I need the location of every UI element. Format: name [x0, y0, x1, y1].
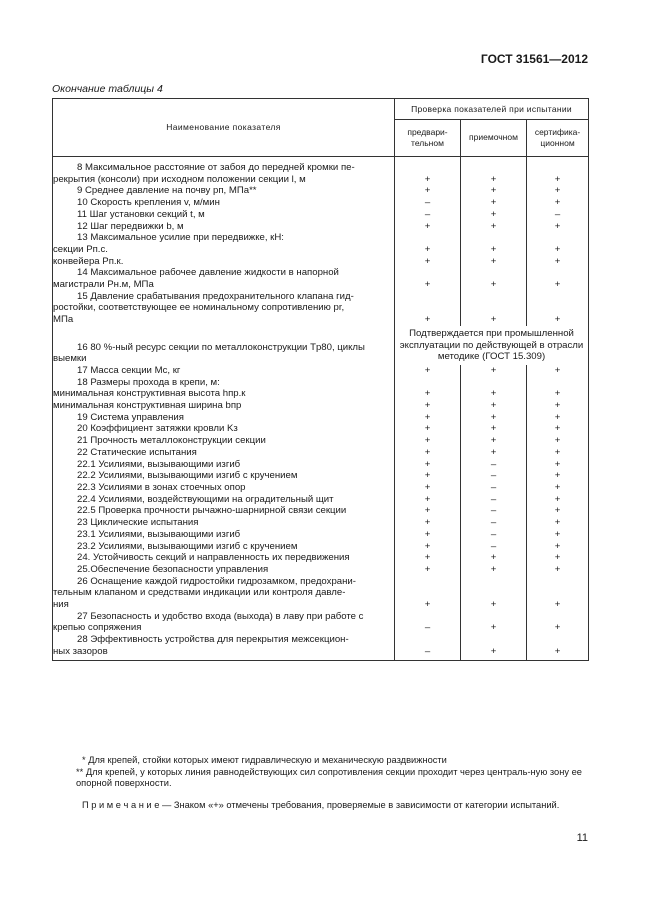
indicator-name — [53, 232, 395, 244]
indicator-name-line: 24. Устойчивость секций и направленность их передвижения — [77, 552, 350, 564]
indicator-name-line: ростойки, соответствующее ее номинальному сопротивлению pr, — [53, 302, 345, 314]
indicator-name-line: магистрали Pн.м, МПа — [53, 279, 154, 291]
table-row — [53, 459, 589, 471]
table-row — [53, 529, 589, 541]
mark-preliminary: + — [395, 482, 461, 494]
indicator-name-line: 26 Оснащение каждой гидростойки гидрозамком, предохрани- — [77, 575, 356, 587]
mark-acceptance: + — [461, 447, 527, 459]
mark-acceptance: + — [461, 256, 527, 268]
table-note: П р и м е ч а н и е — Знаком «+» отмечены требования, проверяемые в зависимости от категории испытаний. — [82, 799, 560, 810]
table-row — [53, 634, 589, 660]
table-row — [53, 576, 589, 611]
mark-acceptance: + — [461, 197, 527, 209]
mark-preliminary: – — [395, 634, 461, 660]
mark-acceptance — [461, 377, 527, 389]
mark-preliminary: + — [395, 291, 461, 326]
table-row — [53, 256, 589, 268]
indicator-name-line: 18 Размеры прохода в крепи, м: — [77, 376, 220, 388]
table-row — [53, 470, 589, 482]
mark-certification: + — [527, 185, 589, 197]
table-row — [53, 505, 589, 517]
mark-acceptance: – — [461, 470, 527, 482]
indicator-name — [53, 505, 395, 517]
col-header-acceptance: приемочном — [461, 120, 527, 157]
indicator-name-line: 19 Система управления — [77, 411, 184, 423]
indicator-name — [53, 564, 395, 576]
table-row — [53, 447, 589, 459]
mark-certification: + — [527, 244, 589, 256]
mark-certification: + — [527, 423, 589, 435]
mark-acceptance: – — [461, 505, 527, 517]
table-header — [53, 99, 589, 157]
mark-certification: + — [527, 634, 589, 660]
mark-acceptance: – — [461, 494, 527, 506]
indicator-name — [53, 529, 395, 541]
indicator-name-line: 22.3 Усилиями в зонах стоечных опор — [77, 481, 246, 493]
table-row — [53, 400, 589, 412]
mark-certification: + — [527, 611, 589, 634]
mark-acceptance: – — [461, 529, 527, 541]
indicator-name-line: 11 Шаг установки секций t, м — [77, 208, 205, 220]
mark-preliminary: + — [395, 400, 461, 412]
indicator-name-line: 23.1 Усилиями, вызывающими изгиб — [77, 528, 241, 540]
indicator-name — [53, 221, 395, 233]
merged-requirement-cell: Подтверждается при промышленной эксплуатации по действующей в отрасли методике (ГОСТ 15.309) — [395, 326, 589, 365]
indicator-name-line: 21 Прочность металлоконструкции секции — [77, 435, 266, 447]
mark-certification: + — [527, 494, 589, 506]
indicator-name-line: 17 Масса секции Mс, кг — [77, 364, 181, 376]
indicator-name-line: 8 Максимальное расстояние от забоя до передней кромки пе- — [77, 162, 355, 173]
indicator-name-line: 13 Максимальное усилие при передвижке, кН: — [77, 232, 284, 244]
indicator-name-line: 25.Обеспечение безопасности управления — [77, 563, 269, 575]
mark-preliminary: + — [395, 423, 461, 435]
indicator-name — [53, 244, 395, 256]
mark-preliminary — [395, 232, 461, 244]
mark-certification: + — [527, 197, 589, 209]
mark-acceptance: + — [461, 564, 527, 576]
mark-acceptance: – — [461, 517, 527, 529]
table-row — [53, 412, 589, 424]
table-row — [53, 564, 589, 576]
mark-preliminary: + — [395, 412, 461, 424]
mark-preliminary: + — [395, 459, 461, 471]
mark-certification: + — [527, 470, 589, 482]
mark-certification: + — [527, 529, 589, 541]
indicator-name-line: секции Pп.с. — [53, 243, 108, 255]
indicator-name — [53, 365, 395, 377]
mark-preliminary: + — [395, 365, 461, 377]
standard-number: ГОСТ 31561—2012 — [480, 52, 588, 66]
mark-acceptance: – — [461, 482, 527, 494]
table-row — [53, 377, 589, 389]
mark-certification: + — [527, 256, 589, 268]
indicator-name — [53, 494, 395, 506]
indicator-name-line: 22.5 Проверка прочности рычажно-шарнирной связи секции — [77, 505, 347, 517]
indicator-name-line: 20 Коэффициент затяжки кровли Kз — [77, 423, 238, 435]
indicator-name-line: 27 Безопасность и удобство входа (выхода) в лаву при работе с — [77, 610, 364, 622]
table-row — [53, 482, 589, 494]
table-row — [53, 517, 589, 529]
mark-acceptance: + — [461, 267, 527, 290]
table-row — [53, 244, 589, 256]
indicator-name — [53, 157, 395, 186]
mark-acceptance: + — [461, 157, 527, 186]
mark-acceptance: + — [461, 435, 527, 447]
mark-preliminary: + — [395, 388, 461, 400]
mark-certification: + — [527, 267, 589, 290]
mark-preliminary: + — [395, 529, 461, 541]
table-row — [53, 365, 589, 377]
indicator-name — [53, 400, 395, 412]
indicator-name-line: МПа — [53, 314, 74, 326]
indicator-name — [53, 185, 395, 197]
mark-certification: + — [527, 388, 589, 400]
mark-certification: + — [527, 552, 589, 564]
mark-acceptance: – — [461, 541, 527, 553]
indicator-name — [53, 470, 395, 482]
indicator-name-line: ния — [53, 599, 69, 611]
mark-certification — [527, 232, 589, 244]
mark-acceptance: + — [461, 185, 527, 197]
indicator-name-line: 28 Эффективность устройства для перекрытия межсекцион- — [77, 634, 349, 646]
mark-acceptance: + — [461, 244, 527, 256]
mark-certification: + — [527, 400, 589, 412]
indicator-name-line: минимальная конструктивная ширина bпр — [53, 400, 242, 412]
indicator-name-line: выемки — [53, 353, 87, 365]
table-body — [53, 157, 589, 661]
indicator-name-line: 22.2 Усилиями, вызывающими изгиб с кручением — [77, 470, 298, 482]
footnotes — [52, 755, 588, 811]
col-name-header: Наименование показателя — [53, 99, 395, 157]
mark-preliminary: + — [395, 157, 461, 186]
mark-preliminary: + — [395, 221, 461, 233]
mark-certification: + — [527, 517, 589, 529]
indicator-name-line: 23 Циклические испытания — [77, 517, 199, 529]
indicator-name-line: тельным клапаном и средствами индикации или контроля давле- — [53, 587, 346, 599]
mark-acceptance: + — [461, 576, 527, 611]
mark-preliminary: + — [395, 517, 461, 529]
indicator-name — [53, 377, 395, 389]
indicator-name — [53, 326, 395, 365]
mark-certification: + — [527, 447, 589, 459]
mark-certification: + — [527, 291, 589, 326]
mark-certification: + — [527, 435, 589, 447]
mark-preliminary: – — [395, 197, 461, 209]
mark-preliminary: + — [395, 541, 461, 553]
indicator-name — [53, 517, 395, 529]
table-row — [53, 209, 589, 221]
page-number: 11 — [576, 832, 588, 844]
mark-acceptance: + — [461, 412, 527, 424]
indicator-name — [53, 423, 395, 435]
mark-certification: – — [527, 209, 589, 221]
table-row — [53, 552, 589, 564]
indicator-name-line: рекрытия (консоли) при исходном положении секции l, м — [53, 173, 306, 185]
table-caption: Окончание таблицы 4 — [52, 83, 163, 95]
mark-acceptance: + — [461, 552, 527, 564]
mark-certification: + — [527, 365, 589, 377]
mark-certification: + — [527, 564, 589, 576]
indicator-name-line: конвейера Pп.к. — [53, 255, 124, 267]
mark-preliminary: + — [395, 256, 461, 268]
table-row — [53, 232, 589, 244]
table-row — [53, 326, 589, 365]
indicator-name — [53, 552, 395, 564]
indicator-name-line: минимальная конструктивная высота hпр.к — [53, 388, 246, 400]
indicator-name — [53, 435, 395, 447]
col-header-preliminary: предвари-тельном — [395, 120, 461, 157]
indicator-name — [53, 209, 395, 221]
indicator-name — [53, 576, 395, 611]
mark-preliminary: + — [395, 505, 461, 517]
mark-certification: + — [527, 541, 589, 553]
mark-acceptance: + — [461, 388, 527, 400]
indicator-name — [53, 611, 395, 634]
table-row — [53, 435, 589, 447]
indicator-name — [53, 388, 395, 400]
mark-acceptance: + — [461, 611, 527, 634]
table-row — [53, 541, 589, 553]
indicator-name — [53, 482, 395, 494]
table-row — [53, 291, 589, 326]
mark-acceptance: + — [461, 365, 527, 377]
group-header: Проверка показателей при испытании — [395, 99, 589, 120]
mark-acceptance: – — [461, 459, 527, 471]
mark-certification: + — [527, 576, 589, 611]
indicator-name-line: 23.2 Усилиями, вызывающими изгиб с кручением — [77, 540, 298, 552]
requirements-table — [52, 98, 589, 661]
mark-acceptance: + — [461, 209, 527, 221]
mark-acceptance: + — [461, 423, 527, 435]
indicator-name — [53, 291, 395, 326]
mark-certification: + — [527, 412, 589, 424]
mark-preliminary: + — [395, 552, 461, 564]
col-header-certification: сертифика-ционном — [527, 120, 589, 157]
mark-preliminary: + — [395, 470, 461, 482]
indicator-name — [53, 447, 395, 459]
indicator-name-line: 22.1 Усилиями, вызывающими изгиб — [77, 458, 241, 470]
indicator-name-line: ных зазоров — [53, 645, 108, 657]
indicator-name-line: 10 Скорость крепления v, м/мин — [77, 197, 220, 209]
mark-acceptance: + — [461, 221, 527, 233]
mark-acceptance: + — [461, 400, 527, 412]
indicator-name — [53, 256, 395, 268]
mark-certification: + — [527, 482, 589, 494]
mark-certification: + — [527, 459, 589, 471]
mark-certification — [527, 377, 589, 389]
mark-acceptance — [461, 232, 527, 244]
table-row — [53, 423, 589, 435]
table-row — [53, 197, 589, 209]
mark-preliminary: + — [395, 447, 461, 459]
indicator-name-line: 22 Статические испытания — [77, 446, 197, 458]
mark-acceptance: + — [461, 291, 527, 326]
mark-preliminary: – — [395, 611, 461, 634]
mark-certification: + — [527, 505, 589, 517]
indicator-name-line: крепью сопряжения — [53, 622, 142, 634]
mark-acceptance: + — [461, 634, 527, 660]
indicator-name-line: 9 Среднее давление на почву pп, МПа** — [77, 185, 257, 197]
indicator-name — [53, 459, 395, 471]
table-row — [53, 157, 589, 186]
mark-preliminary: + — [395, 185, 461, 197]
indicator-name-line: 15 Давление срабатывания предохранительного клапана гид- — [77, 290, 354, 302]
footnote-1: * Для крепей, стойки которых имеют гидравлическую и механическую раздвижности — [82, 755, 447, 765]
mark-preliminary: + — [395, 244, 461, 256]
table-row — [53, 494, 589, 506]
indicator-name — [53, 412, 395, 424]
indicator-name-line: 22.4 Усилиями, воздействующими на оградительный щит — [77, 493, 334, 505]
indicator-name — [53, 541, 395, 553]
indicator-name-line: 12 Шаг передвижки b, м — [77, 220, 184, 232]
table-row — [53, 185, 589, 197]
table-row — [53, 267, 589, 290]
mark-preliminary: + — [395, 435, 461, 447]
mark-preliminary: + — [395, 576, 461, 611]
table-row — [53, 221, 589, 233]
mark-certification: + — [527, 157, 589, 186]
indicator-name-line: 16 80 %-ный ресурс секции по металлоконструкции Tр80, циклы — [77, 341, 365, 353]
indicator-name — [53, 197, 395, 209]
mark-preliminary — [395, 377, 461, 389]
table-row — [53, 611, 589, 634]
mark-certification: + — [527, 221, 589, 233]
indicator-name-line: 14 Максимальное рабочее давление жидкости в напорной — [77, 267, 339, 279]
mark-preliminary: – — [395, 209, 461, 221]
footnote-2: ** Для крепей, у которых линия равнодействующих сил сопротивления секции проходит через централь-ную зону ее опорной поверхности. — [76, 766, 582, 789]
mark-preliminary: + — [395, 267, 461, 290]
indicator-name — [53, 267, 395, 290]
indicator-name — [53, 634, 395, 660]
mark-preliminary: + — [395, 494, 461, 506]
table-row — [53, 388, 589, 400]
mark-preliminary: + — [395, 564, 461, 576]
